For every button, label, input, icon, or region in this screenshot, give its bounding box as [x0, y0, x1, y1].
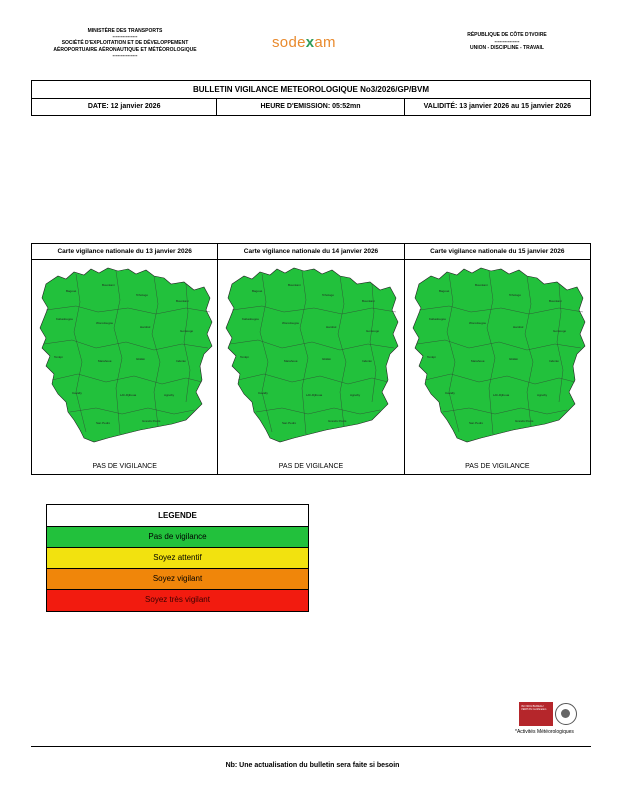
republic-name: RÉPUBLIQUE DE CÔTE D'IVOIRE [467, 32, 547, 38]
ministry-header [40, 28, 210, 59]
bulletin-validity: VALIDITÉ: 13 janvier 2026 au 15 janvier 2026 [423, 103, 571, 110]
svg-text:Gontougo: Gontougo [366, 329, 380, 333]
header-separator: --------------- [112, 34, 138, 41]
svg-text:San Pedro: San Pedro [96, 421, 111, 425]
legend-item-vigilant: Soyez vigilant [47, 569, 308, 590]
svg-text:Marahoué: Marahoué [284, 359, 298, 363]
map-caption: PAS DE VIGILANCE [92, 463, 157, 470]
map-panel-day1 [32, 244, 218, 474]
svg-text:Cavally: Cavally [444, 391, 455, 395]
cote-divoire-map [36, 262, 214, 452]
svg-text:Marahoué: Marahoué [98, 359, 112, 363]
svg-text:Cavally: Cavally [258, 391, 269, 395]
svg-text:Bounkani: Bounkani [362, 299, 375, 303]
svg-text:Bagoué: Bagoué [66, 289, 77, 293]
badge-text: ISO 9001 BUREAU VERITAS Certification [521, 705, 547, 712]
svg-text:Tchologo: Tchologo [322, 293, 335, 297]
certification-seal-icon [555, 703, 577, 725]
map-title: Carte vigilance nationale du 13 janvier 2026 [32, 244, 217, 260]
logo-part: x [305, 34, 315, 51]
sodexam-logo [272, 34, 336, 51]
svg-text:Agnéby: Agnéby [350, 393, 361, 397]
svg-text:Indénié: Indénié [176, 359, 186, 363]
svg-text:Worodougou: Worodougou [468, 321, 486, 325]
svg-text:Tonkpi: Tonkpi [426, 355, 436, 359]
svg-text:Lôh-Djiboua: Lôh-Djiboua [492, 393, 509, 397]
svg-text:Tonkpi: Tonkpi [54, 355, 63, 359]
bulletin-emission-time: HEURE D'EMISSION: 05:52mn [217, 99, 404, 116]
svg-text:Hambol: Hambol [326, 325, 337, 329]
vigilance-maps [31, 243, 591, 475]
svg-text:Tchologo: Tchologo [508, 293, 521, 297]
svg-text:Cavally: Cavally [72, 391, 82, 395]
bulletin-title-box [31, 80, 591, 116]
map-title: Carte vigilance nationale du 15 janvier 2026 [405, 244, 590, 260]
svg-text:Worodougou: Worodougou [282, 321, 300, 325]
company-name-line2: AÉROPORTUAIRE AÉRONAUTIQUE ET MÉTÉOROLOGIQUE [53, 46, 197, 53]
svg-text:Tonkpi: Tonkpi [240, 355, 249, 359]
svg-text:Gbêkê: Gbêkê [136, 357, 145, 361]
svg-text:Lôh-Djiboua: Lôh-Djiboua [120, 393, 137, 397]
svg-text:Tchologo: Tchologo [136, 293, 149, 297]
svg-text:Agnéby: Agnéby [164, 393, 175, 397]
footer-note: Nb: Une actualisation du bulletin sera faite si besoin [225, 762, 400, 769]
map-caption: PAS DE VIGILANCE [465, 463, 530, 470]
company-name-line1: SOCIÉTÉ D'EXPLOITATION ET DE DÉVELOPPEMENT [61, 40, 189, 47]
svg-text:Hambol: Hambol [140, 325, 151, 329]
legend-table [46, 504, 309, 612]
bulletin-info-row [32, 99, 590, 116]
logo-part: am [314, 34, 336, 51]
map-caption: PAS DE VIGILANCE [278, 463, 344, 470]
svg-text:Grands Ponts: Grands Ponts [328, 419, 347, 423]
footer-divider [31, 746, 591, 747]
svg-text:Bounkani: Bounkani [102, 283, 115, 287]
svg-text:Grands Ponts: Grands Ponts [142, 419, 161, 423]
svg-text:Indénié: Indénié [362, 359, 373, 363]
svg-text:Bounkani: Bounkani [474, 283, 488, 287]
cote-divoire-map [409, 262, 587, 452]
svg-text:Kabadougou: Kabadougou [56, 317, 74, 321]
svg-text:Indénié: Indénié [548, 359, 559, 363]
svg-text:Bagoué: Bagoué [252, 289, 263, 293]
svg-text:Marahoué: Marahoué [470, 359, 485, 363]
svg-text:Gontougo: Gontougo [552, 329, 566, 333]
svg-text:Bounkani: Bounkani [288, 283, 301, 287]
header-separator: --------------- [494, 38, 520, 45]
ministry-name: MINISTÈRE DES TRANSPORTS [87, 28, 163, 34]
svg-text:Kabadougou: Kabadougou [242, 317, 260, 321]
svg-text:Worodougou: Worodougou [96, 321, 114, 325]
cote-divoire-map [222, 262, 400, 452]
svg-text:Bounkani: Bounkani [176, 299, 189, 303]
bulletin-date: DATE: 12 janvier 2026 [32, 99, 217, 116]
svg-text:San Pedro: San Pedro [282, 421, 297, 425]
map-panel-day2 [218, 244, 404, 474]
republic-header [432, 32, 582, 52]
svg-text:Gbêkê: Gbêkê [322, 357, 332, 361]
bureau-veritas-logo [519, 702, 553, 726]
legend-item-no-vigilance: Pas de vigilance [47, 527, 308, 548]
legend-item-very-vigilant: Soyez très vigilant [47, 590, 308, 611]
legend-item-attentive: Soyez attentif [47, 548, 308, 569]
bulletin-title: BULLETIN VIGILANCE METEOROLOGIQUE No3/2026/GP/BVM [32, 81, 590, 99]
svg-text:Agnéby: Agnéby [536, 393, 547, 397]
certification-text: *Activités Météorologiques [515, 729, 574, 735]
svg-text:Gbêkê: Gbêkê [508, 357, 518, 361]
svg-text:Bagoué: Bagoué [438, 289, 449, 293]
svg-text:Lôh-Djiboua: Lôh-Djiboua [306, 393, 323, 397]
map-panel-day3 [405, 244, 590, 474]
logo-part: sode [272, 34, 306, 51]
svg-text:Kabadougou: Kabadougou [428, 317, 446, 321]
header-separator: --------------- [112, 52, 138, 59]
svg-text:Gontougo: Gontougo [180, 329, 194, 333]
legend-title: LEGENDE [47, 505, 308, 527]
svg-text:Hambol: Hambol [512, 325, 523, 329]
map-title: Carte vigilance nationale du 14 janvier 2026 [218, 244, 403, 260]
republic-motto: UNION - DISCIPLINE - TRAVAIL [470, 45, 544, 51]
svg-text:Bounkani: Bounkani [548, 299, 562, 303]
certification-badge [515, 702, 585, 738]
svg-text:San Pedro: San Pedro [468, 421, 483, 425]
svg-text:Grands Ponts: Grands Ponts [514, 419, 533, 423]
